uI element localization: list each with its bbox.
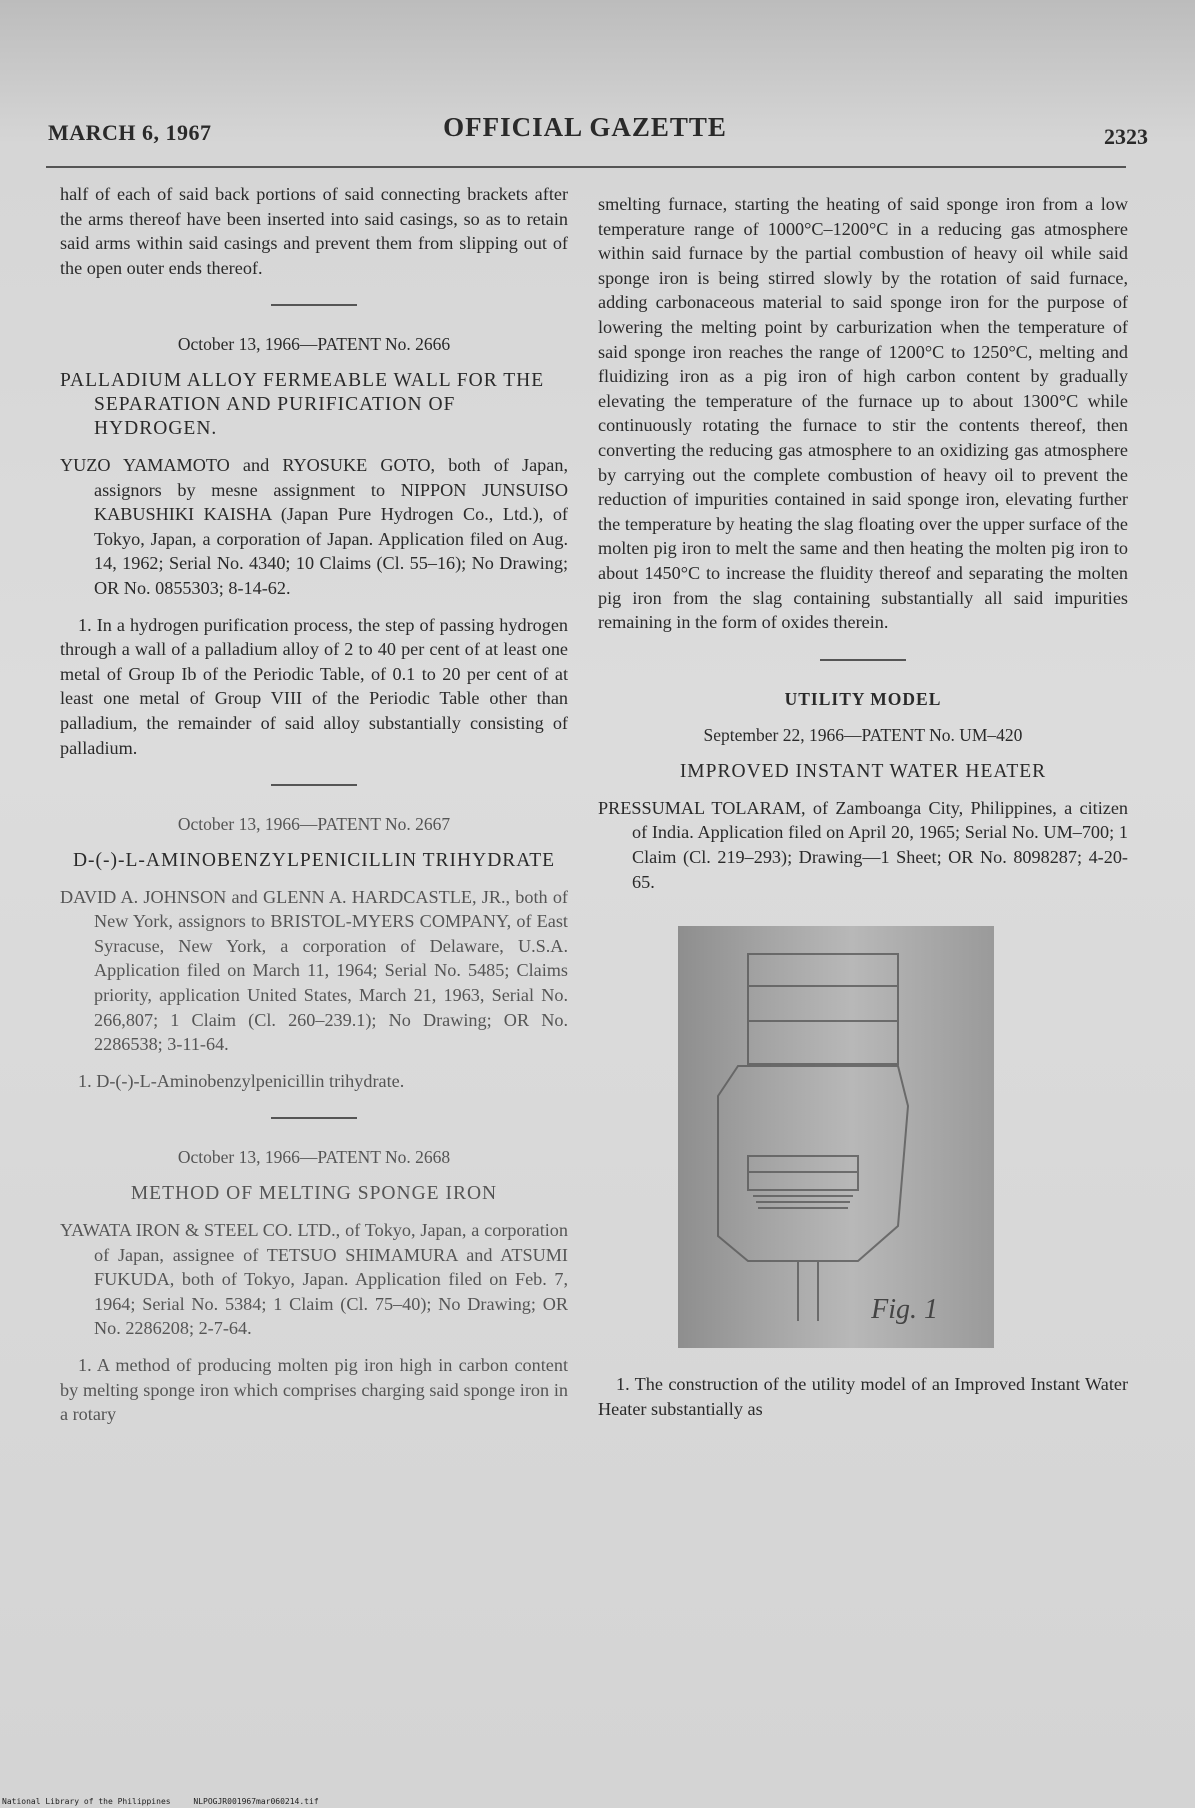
patent-entry: PRESSUMAL TOLARAM, of Zamboanga City, Philippines, a citizen of India. Application filed on April 20, 1965; Serial No. UM–700; 1 Claim (Cl. 219–293); Drawing—1 Sheet; OR No. 8098287; 4-20-65. bbox=[598, 797, 1128, 892]
separator bbox=[820, 659, 906, 661]
water-heater-drawing bbox=[678, 926, 994, 1348]
separator bbox=[271, 304, 357, 306]
left-column bbox=[60, 182, 568, 1439]
patent-title: D-(-)-L-AMINOBENZYLPENICILLIN TRIHYDRATE bbox=[72, 849, 556, 871]
claim-continuation: smelting furnace, starting the heating of said sponge iron from a low temperature range of 1000°C–1200°C in a reducing gas atmosphere within said furnace by the partial combustion of heavy oil while said sponge iron is being stirred slowly by the rotation of said furnace, adding carbonaceous material to said sponge iron for the purpose of lowering the melting point by carburization when the temperature of said sponge iron reaches the range of 1200°C to 1250°C, melting and fluidizing iron as a pig iron of high carbon content by gradually elevating the temperature of the furnace up to about 1300°C while continuously rotating the furnace to stir the contents thereof, then converting the reducing gas atmosphere to an oxidizing gas atmosphere by carrying out the complete combustion of heavy oil to prevent the reduction of impurities contained in said sponge iron, elevating further the temperature by heating the slag floating over the upper surface of the molten pig iron to melt the same and then heating the molten pig iron to about 1450°C to increase the fluidity thereof and separating the molten pig iron from the slag containing substantially all said impurities remaining in the form of oxides therein. bbox=[598, 194, 1128, 633]
header-title: OFFICIAL GAZETTE bbox=[443, 112, 727, 142]
patent-title: METHOD OF MELTING SPONGE IRON bbox=[130, 1183, 498, 1205]
patent-claim: 1. In a hydrogen purification process, the step of passing hydrogen through a wall of a palladium alloy of 2 to 40 per cent of at least one metal of Group Ib of the Periodic Table, of 0.1 to 20 per cent of at least one metal of Group VIII of the Periodic Table other than palladium, the remainder of said alloy substantially consisting of palladium. bbox=[60, 614, 568, 758]
header-rule bbox=[46, 166, 1126, 168]
patent-drawing bbox=[678, 926, 994, 1348]
continued-claim-text: half of each of said back portions of said connecting brackets after the arms thereof have been inserted into said casings, so as to retain said arms within said casings and prevent them from slipping out of the open outer ends thereof. bbox=[60, 184, 568, 278]
header-date: MARCH 6, 1967 bbox=[48, 120, 212, 145]
patent-date-line: September 22, 1966—PATENT No. UM–420 bbox=[703, 725, 1023, 746]
patent-entry: DAVID A. JOHNSON and GLENN A. HARDCASTLE, JR., both of New York, assignors to BRISTOL-MYERS COMPANY, of East Syracuse, New York, a corporation of Delaware, U.S.A. Application filed on March 11, 1964; Serial No. 5485; Claims priority, application United States, March 21, 1963, Serial No. 266,807; 1 Claim (Cl. 260–239.1); No Drawing; OR No. 2286538; 3-11-64. bbox=[60, 886, 568, 1055]
scan-footer bbox=[2, 1797, 319, 1806]
footer-source: National Library of the Philippines bbox=[2, 1797, 171, 1806]
patent-date-line: October 13, 1966—PATENT No. 2668 bbox=[177, 1147, 451, 1168]
section-heading: UTILITY MODEL bbox=[784, 688, 942, 709]
patent-entry: YAWATA IRON & STEEL CO. LTD., of Tokyo, Japan, a corporation of Japan, assignee of TETSUO SHIMAMURA and ATSUMI FUKUDA, both of Tokyo, Japan. Application filed on Feb. 7, 1964; Serial No. 5384; 1 Claim (Cl. 75–40); No Drawing; OR No. 2286208; 2-7-64. bbox=[60, 1220, 568, 1339]
patent-date-line: October 13, 1966—PATENT No. 2667 bbox=[177, 814, 451, 835]
page-header bbox=[40, 112, 1148, 149]
patent-title: PALLADIUM ALLOY FERMEABLE WALL FOR THE SEPARATION AND PURIFICATION OF HYDROGEN. bbox=[60, 369, 545, 439]
right-column bbox=[598, 192, 1128, 1433]
separator bbox=[271, 784, 357, 786]
page-number: 2323 bbox=[1104, 124, 1148, 149]
patent-date-line: October 13, 1966—PATENT No. 2666 bbox=[177, 334, 451, 355]
patent-claim: 1. D-(-)-L-Aminobenzylpenicillin trihydrate. bbox=[78, 1070, 405, 1091]
patent-entry: YUZO YAMAMOTO and RYOSUKE GOTO, both of Japan, assignors by mesne assignment to NIPPON JUNSUISO KABUSHIKI KAISHA (Japan Pure Hydrogen Co., Ltd.), of Tokyo, Japan, a corporation of Japan. Application filed on Aug. 14, 1962; Serial No. 4340; 10 Claims (Cl. 55–16); No Drawing; OR No. 0855303; 8-14-62. bbox=[60, 454, 568, 598]
footer-file: NLPOGJR001967mar060214.tif bbox=[193, 1797, 319, 1806]
patent-claim: 1. A method of producing molten pig iron high in carbon content by melting sponge iron which comprises charging said sponge iron in a rotary bbox=[60, 1355, 568, 1425]
figure-label: Fig. 1 bbox=[871, 1293, 938, 1325]
utility-model-claim: 1. The construction of the utility model of an Improved Instant Water Heater substantially as bbox=[598, 1374, 1128, 1419]
patent-title: IMPROVED INSTANT WATER HEATER bbox=[679, 760, 1047, 782]
separator bbox=[271, 1117, 357, 1119]
